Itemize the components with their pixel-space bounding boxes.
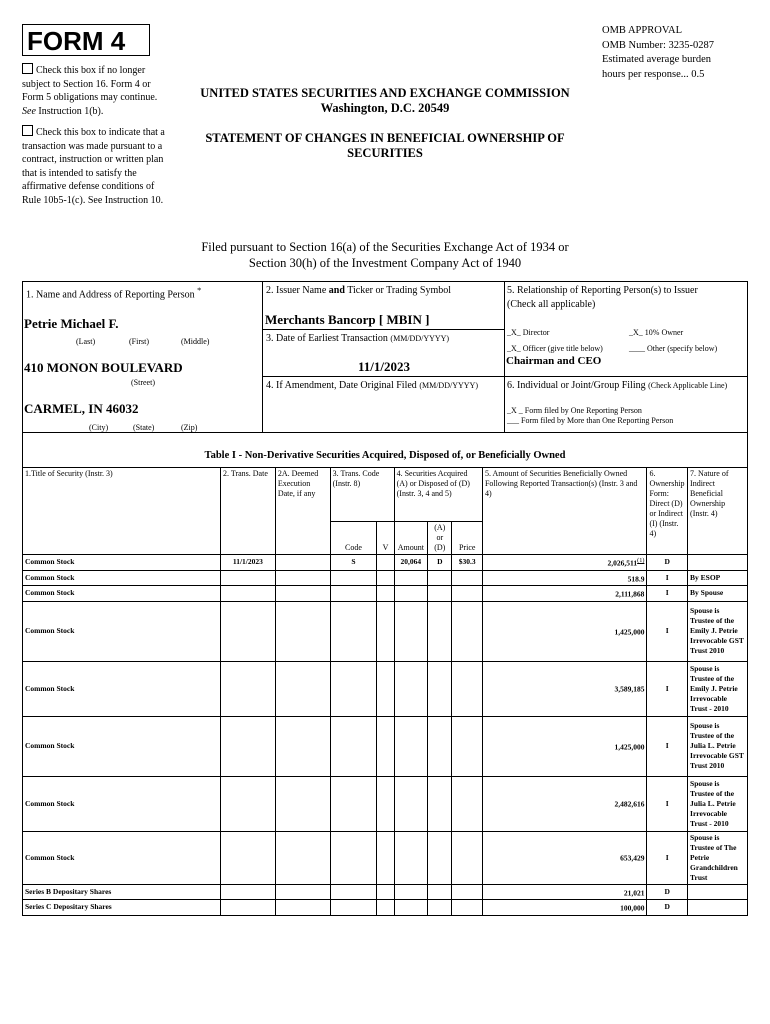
cell-amount [394, 884, 428, 900]
cell-amount-owned [482, 555, 646, 571]
box1-label-mark: * [197, 286, 202, 295]
table-row [23, 601, 748, 661]
cell-deemed-date [275, 586, 330, 602]
cell-a-or-d [428, 776, 452, 831]
amount-owned-value: 21,021 [623, 888, 645, 897]
amount-owned-value: 2,026,511 [607, 558, 638, 568]
cell-security-title: Common Stock [23, 601, 221, 661]
city-state-zip: CARMEL, IN 46032 [24, 401, 139, 416]
cell-trans-date [220, 884, 275, 900]
check1-tail: Instruction 1(b). [38, 105, 104, 117]
cell-amount-owned [482, 884, 646, 900]
cell-a-or-d [428, 900, 452, 916]
subcol-price: Price [452, 522, 482, 555]
relationship-10pct-owner[interactable]: _X_ 10% Owner [629, 328, 684, 337]
cell-amount [394, 601, 428, 661]
cell-trans-date [220, 601, 275, 661]
cell-ownership-form: I [647, 776, 688, 831]
amount-owned-value: 100,000 [620, 903, 645, 913]
box5-label: 5. Relationship of Reporting Person(s) to Issuer [507, 285, 698, 296]
cell-price [452, 601, 482, 661]
subcol-code: Code [330, 522, 377, 555]
cell-amount [394, 831, 428, 884]
box1-label: 1. Name and Address of Reporting Person * [26, 286, 202, 301]
cell-price [452, 900, 482, 916]
city-label: (City) [89, 423, 109, 432]
relationship-officer[interactable]: _X_ Officer (give title below) [507, 344, 603, 353]
cell-security-title: Series C Depositary Shares [23, 900, 221, 916]
cell-a-or-d [428, 716, 452, 776]
relationship-director[interactable]: _X_ Director [507, 328, 550, 337]
cell-ownership-form: I [647, 570, 688, 586]
check-10b5-1[interactable] [22, 125, 172, 208]
footnote-link[interactable]: (1) [637, 557, 645, 564]
relationship-other[interactable]: ____ Other (specify below) [629, 344, 718, 353]
cell-price [452, 716, 482, 776]
cell-v [377, 661, 394, 716]
subcol-amount: Amount [394, 522, 428, 555]
cell-nature: By ESOP [688, 570, 748, 586]
checkbox-10b5-1[interactable] [22, 125, 33, 136]
cell-deemed-date [275, 884, 330, 900]
street-address: 410 MONON BOULEVARD [24, 360, 183, 375]
box-amendment [262, 376, 505, 433]
subcol-v: V [377, 522, 394, 555]
cell-amount [394, 570, 428, 586]
cell-amount-owned [482, 900, 646, 916]
amount-owned-value: 1,425,000 [614, 742, 645, 752]
cell-code [330, 884, 377, 900]
table-row [23, 555, 748, 571]
cell-trans-date [220, 586, 275, 602]
cell-deemed-date [275, 776, 330, 831]
cell-security-title: Common Stock [23, 586, 221, 602]
box2-label: 2. Issuer Name and Ticker or Trading Symbol [266, 285, 452, 296]
cell-a-or-d [428, 586, 452, 602]
check1-text: Check this box if no longer subject to Section 16. Form 4 or Form 5 obligations may continue. [22, 65, 158, 104]
cell-trans-date [220, 661, 275, 716]
cell-v [377, 884, 394, 900]
cell-nature: By Spouse [688, 586, 748, 602]
table-title: Table I - Non-Derivative Securities Acquired, Disposed of, or Beneficially Owned [204, 450, 566, 461]
cell-amount [394, 586, 428, 602]
col-trans-code: 3. Trans. Code (Instr. 8) [330, 468, 394, 522]
box-filing-type [504, 376, 748, 433]
earliest-transaction-date: 11/1/2023 [358, 359, 411, 374]
cell-nature [688, 900, 748, 916]
cell-code [330, 716, 377, 776]
cell-security-title: Common Stock [23, 776, 221, 831]
cell-deemed-date [275, 716, 330, 776]
street-label: (Street) [131, 378, 155, 387]
cell-nature: Spouse is Trustee of The Petrie Grandchildren Trust [688, 831, 748, 884]
cell-amount: 20,064 [394, 555, 428, 571]
box3-label: 3. Date of Earliest Transaction (MM/DD/YYYY) [266, 333, 450, 344]
col-amount-owned: 5. Amount of Securities Beneficially Owned Following Reported Transaction(s) (Instr. 3 and 4) [482, 468, 646, 555]
cell-nature: Spouse is Trustee of the Emily J. Petrie Irrevocable Trust - 2010 [688, 661, 748, 716]
cell-amount-owned [482, 570, 646, 586]
form-title: FORM 4 [22, 24, 150, 56]
agency-name: UNITED STATES SECURITIES AND EXCHANGE COMMISSION [200, 86, 570, 100]
col-ownership-form: 6. Ownership Form: Direct (D) or Indirect (I) (Instr. 4) [647, 468, 688, 555]
cell-deemed-date [275, 831, 330, 884]
filing-one-person[interactable]: _X _ Form filed by One Reporting Person [507, 406, 642, 415]
cell-nature [688, 555, 748, 571]
cell-code [330, 831, 377, 884]
cell-code [330, 601, 377, 661]
col-deemed-date: 2A. Deemed Execution Date, if any [275, 468, 330, 555]
table-row [23, 831, 748, 884]
box5-sub: (Check all applicable) [507, 299, 596, 310]
cell-price [452, 776, 482, 831]
cell-price [452, 831, 482, 884]
cell-deemed-date [275, 661, 330, 716]
middle-label: (Middle) [181, 337, 210, 346]
amount-owned-value: 653,429 [620, 853, 645, 863]
table-row [23, 776, 748, 831]
cell-nature [688, 884, 748, 900]
amount-owned-value: 2,111,868 [615, 589, 645, 599]
cell-code [330, 570, 377, 586]
col-title: 1.Title of Security (Instr. 3) [23, 468, 221, 555]
cell-security-title: Common Stock [23, 555, 221, 571]
cell-amount [394, 716, 428, 776]
cell-ownership-form: D [647, 884, 688, 900]
filing-multiple-persons[interactable]: ___ Form filed by More than One Reporting Person [507, 416, 674, 425]
cell-a-or-d [428, 570, 452, 586]
cell-amount-owned [482, 831, 646, 884]
cell-trans-date [220, 900, 275, 916]
box-earliest-transaction [262, 329, 505, 377]
cell-security-title: Common Stock [23, 570, 221, 586]
cell-trans-date [220, 716, 275, 776]
cell-amount-owned [482, 716, 646, 776]
cell-ownership-form: I [647, 601, 688, 661]
non-derivative-table [22, 467, 748, 916]
cell-deemed-date [275, 601, 330, 661]
cell-security-title: Common Stock [23, 716, 221, 776]
cell-ownership-form: I [647, 831, 688, 884]
filed-pursuant [170, 239, 600, 271]
cell-price: $30.3 [452, 555, 482, 571]
amount-owned-value: 3,589,185 [614, 684, 645, 694]
cell-deemed-date [275, 555, 330, 571]
cell-ownership-form: D [647, 555, 688, 571]
cell-trans-date: 11/1/2023 [220, 555, 275, 571]
cell-amount-owned [482, 661, 646, 716]
cell-ownership-form: I [647, 661, 688, 716]
filed-line-1: Filed pursuant to Section 16(a) of the Securities Exchange Act of 1934 or [201, 240, 569, 254]
cell-v [377, 586, 394, 602]
omb-approval [602, 24, 714, 82]
cell-code [330, 776, 377, 831]
cell-security-title: Common Stock [23, 831, 221, 884]
col-nature: 7. Nature of Indirect Beneficial Ownership (Instr. 4) [688, 468, 748, 555]
cell-a-or-d [428, 884, 452, 900]
omb-line: OMB APPROVAL [602, 25, 683, 36]
cell-code [330, 900, 377, 916]
table-row [23, 716, 748, 776]
cell-amount-owned [482, 586, 646, 602]
last-label: (Last) [76, 337, 96, 346]
cell-security-title: Common Stock [23, 661, 221, 716]
col-trans-date: 2. Trans. Date [220, 468, 275, 555]
box6-label: 6. Individual or Joint/Group Filing (Check Applicable Line) [507, 380, 728, 391]
box4-label: 4. If Amendment, Date Original Filed (MM/DD/YYYY) [266, 380, 478, 391]
cell-security-title: Series B Depositary Shares [23, 884, 221, 900]
agency-city: Washington, D.C. 20549 [320, 101, 450, 115]
cell-v [377, 570, 394, 586]
cell-amount-owned [482, 601, 646, 661]
amount-owned-value: 518.9 [627, 574, 645, 583]
omb-line: hours per response... 0.5 [602, 68, 705, 80]
table-title-frame [22, 432, 748, 468]
statement-title: STATEMENT OF CHANGES IN BENEFICIAL OWNERSHIP OF SECURITIES [205, 131, 565, 160]
col-securities: 4. Securities Acquired (A) or Disposed of (D) (Instr. 3, 4 and 5) [394, 468, 482, 522]
cell-nature: Spouse is Trustee of the Julia L. Petrie Irrevocable GST Trust 2010 [688, 716, 748, 776]
subcol-a-or-d: (A) or (D) [428, 522, 452, 555]
cell-v [377, 555, 394, 571]
cell-price [452, 570, 482, 586]
amount-owned-value: 1,425,000 [614, 627, 645, 637]
cell-code: S [330, 555, 377, 571]
cell-price [452, 661, 482, 716]
check2-text: Check this box to indicate that a transaction was made pursuant to a contract, instruction or written plan that is intended to satisfy the affirmative defense conditions of Rule 10b5-1(c). See Instruction 10. [22, 127, 165, 206]
cell-a-or-d [428, 661, 452, 716]
cell-v [377, 716, 394, 776]
cell-a-or-d [428, 831, 452, 884]
cell-code [330, 661, 377, 716]
cell-a-or-d [428, 601, 452, 661]
box-reporting-person [22, 281, 263, 433]
cell-trans-date [220, 776, 275, 831]
cell-v [377, 601, 394, 661]
cell-ownership-form: I [647, 586, 688, 602]
check-no-longer-subject[interactable] [22, 63, 172, 118]
box-relationship [504, 281, 748, 377]
cell-trans-date [220, 831, 275, 884]
first-label: (First) [129, 337, 149, 346]
box-issuer [262, 281, 505, 330]
cell-ownership-form: I [647, 716, 688, 776]
cell-trans-date [220, 570, 275, 586]
amount-owned-value: 2,482,616 [614, 799, 645, 809]
omb-line: Estimated average burden [602, 54, 712, 65]
cell-ownership-form: D [647, 900, 688, 916]
omb-line: OMB Number: 3235-0287 [602, 39, 714, 51]
table-row [23, 884, 748, 900]
cell-amount [394, 900, 428, 916]
zip-label: (Zip) [181, 423, 198, 432]
cell-nature: Spouse is Trustee of the Emily J. Petrie Irrevocable GST Trust 2010 [688, 601, 748, 661]
filed-line-2: Section 30(h) of the Investment Company Act of 1940 [248, 256, 522, 270]
cell-price [452, 586, 482, 602]
cell-nature: Spouse is Trustee of the Julia L. Petrie Irrevocable Trust - 2010 [688, 776, 748, 831]
cell-v [377, 831, 394, 884]
cell-amount-owned [482, 776, 646, 831]
reporting-person-name: Petrie Michael F. [24, 316, 119, 331]
cell-amount [394, 776, 428, 831]
cell-deemed-date [275, 900, 330, 916]
table-row [23, 661, 748, 716]
cell-price [452, 884, 482, 900]
issuer-name-ticker: Merchants Bancorp [ MBIN ] [265, 312, 430, 327]
table-row [23, 586, 748, 602]
cell-v [377, 900, 394, 916]
state-label: (State) [133, 423, 155, 432]
cell-amount [394, 661, 428, 716]
cell-deemed-date [275, 570, 330, 586]
check1-see: See [22, 105, 36, 117]
cell-v [377, 776, 394, 831]
table-row [23, 900, 748, 916]
checkbox-no-longer-subject[interactable] [22, 63, 33, 74]
cell-a-or-d: D [428, 555, 452, 571]
cell-code [330, 586, 377, 602]
table-row [23, 570, 748, 586]
officer-title: Chairman and CEO [506, 355, 602, 367]
